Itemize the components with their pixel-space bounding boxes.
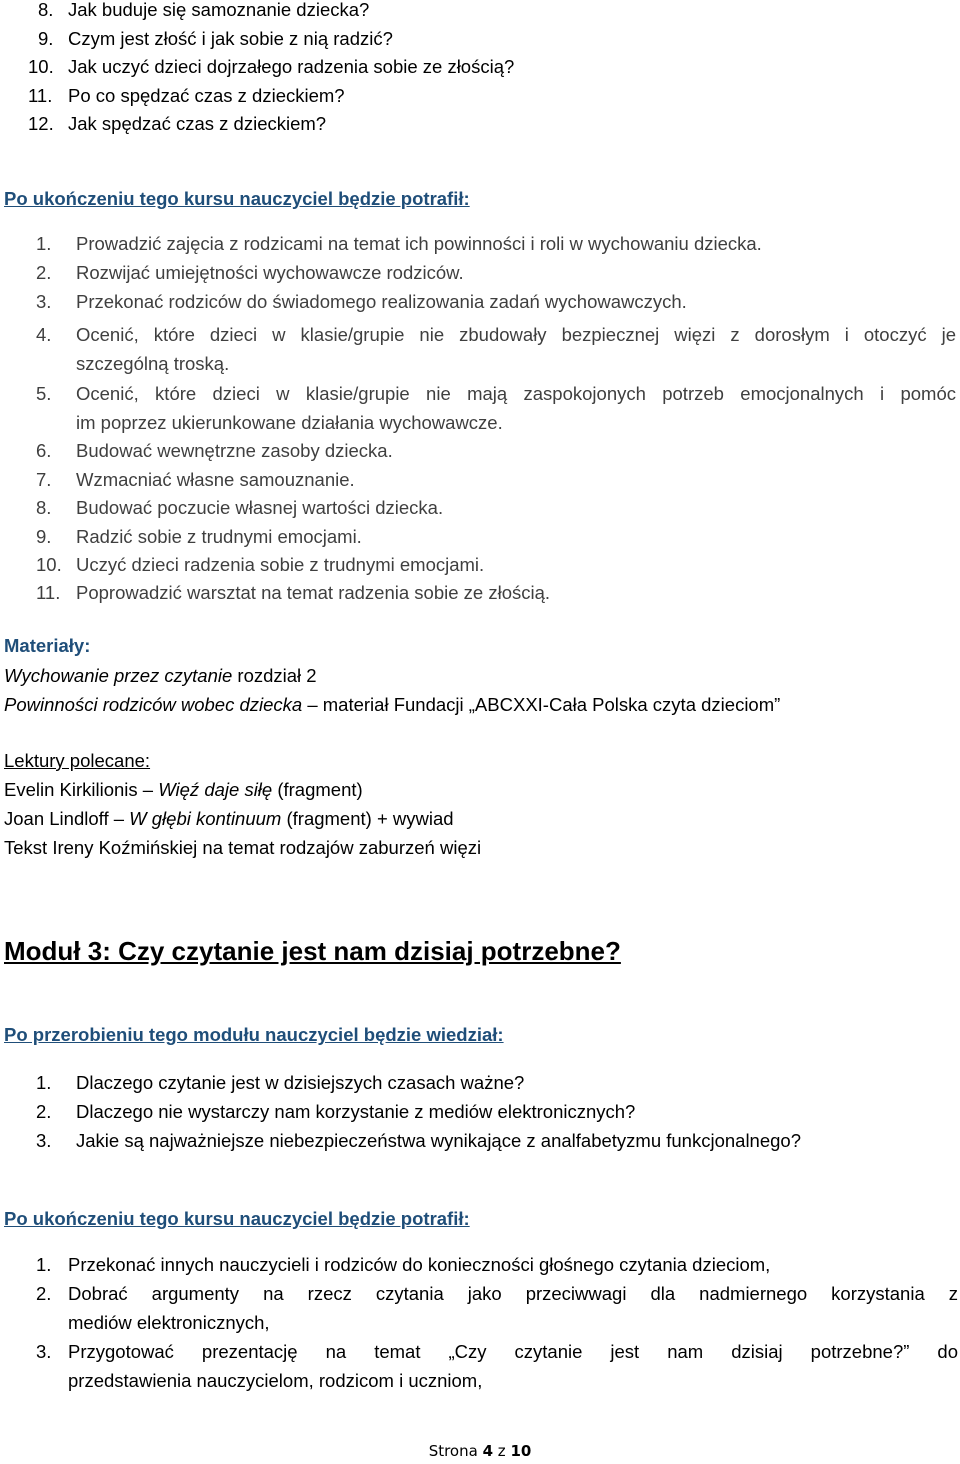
list-item-text: Dlaczego czytanie jest w dzisiejszych czasach ważne? <box>76 1072 525 1093</box>
list-item-text: Uczyć dzieci radzenia sobie z trudnymi emocjami. <box>76 554 485 575</box>
reading-heading: Lektury polecane: <box>4 750 151 771</box>
list-item: 5. <box>36 383 52 404</box>
reading-item: Evelin Kirkilionis – Więź daje siłę (fragment) <box>4 779 363 800</box>
list-item-text: Ocenić, które dzieci w klasie/grupie nie mają zaspokojonych potrzeb emocjonalnych i pomóc <box>76 383 956 404</box>
list-item-text: Ocenić, które dzieci w klasie/grupie nie zbudowały bezpiecznej więzi z dorosłym i otoczyć je <box>76 324 956 345</box>
list-item: 2. <box>36 262 52 283</box>
list-item-text: Przygotować prezentację na temat „Czy czytanie jest nam dzisiaj potrzebne?” do <box>68 1341 958 1362</box>
list-item: 3. <box>36 291 52 312</box>
list-item-text-cont: szczególną troską. <box>76 353 230 374</box>
list-item: 1. <box>36 233 52 254</box>
reading-item: Joan Lindloff – W głębi kontinuum (fragment) + wywiad <box>4 808 454 829</box>
total-pages: 10 <box>510 1442 532 1460</box>
materials-item: Wychowanie przez czytanie rozdział 2 <box>4 665 317 686</box>
list-item: 8. <box>36 497 52 518</box>
list-item-text: Dlaczego nie wystarczy nam korzystanie z mediów elektronicznych? <box>76 1101 636 1122</box>
list-item-text-cont: mediów elektronicznych, <box>68 1312 270 1333</box>
list-item: 3. <box>36 1341 52 1362</box>
list-item-text: Wzmacniać własne samouznanie. <box>76 469 355 490</box>
section-heading-skills: Po ukończeniu tego kursu nauczyciel będzie potrafił: <box>4 188 470 209</box>
list-item: 9. <box>36 526 52 547</box>
list-item: 4. <box>36 324 52 345</box>
list-item: 1. <box>36 1072 52 1093</box>
list-item-text-cont: przedstawienia nauczycielom, rodzicom i uczniom, <box>68 1370 483 1391</box>
list-item-text: Prowadzić zajęcia z rodzicami na temat ich powinności i roli w wychowaniu dziecka. <box>76 233 762 254</box>
list-item: 6. <box>36 440 52 461</box>
list-item: 3. <box>36 1130 52 1151</box>
list-item-text: Budować poczucie własnej wartości dziecka. <box>76 497 444 518</box>
list-item: 2. <box>36 1283 52 1304</box>
materials-item: Powinności rodziców wobec dziecka – materiał Fundacji „ABCXXI-Cała Polska czyta dzieciom” <box>4 694 781 715</box>
reading-item: Tekst Ireny Koźmińskiej na temat rodzajów zaburzeń więzi <box>4 837 482 858</box>
list-item-text: Budować wewnętrzne zasoby dziecka. <box>76 440 393 461</box>
section-heading-skills-2: Po ukończeniu tego kursu nauczyciel będzie potrafił: <box>4 1208 470 1229</box>
list-item: 10. <box>36 554 62 575</box>
list-item-text: Radzić sobie z trudnymi emocjami. <box>76 526 362 547</box>
list-item-text: Jakie są najważniejsze niebezpieczeństwa wynikające z analfabetyzmu funkcjonalnego? <box>76 1130 802 1151</box>
list-item-text: Przekonać rodziców do świadomego realizowania zadań wychowawczych. <box>76 291 687 312</box>
list-item: 1. <box>36 1254 52 1275</box>
list-item-text: Przekonać innych nauczycieli i rodziców do konieczności głośnego czytania dzieciom, <box>68 1254 771 1275</box>
list-item: 7. <box>36 469 52 490</box>
list-item-text-cont: im poprzez ukierunkowane działania wychowawcze. <box>76 412 503 433</box>
list-item-text: Dobrać argumenty na rzecz czytania jako przeciwwagi dla nadmiernego korzystania z <box>68 1283 958 1304</box>
list-item: 11. <box>36 582 61 603</box>
module-title: Moduł 3: Czy czytanie jest nam dzisiaj potrzebne? <box>4 936 621 966</box>
page-footer: Strona 4 z 10 <box>428 1442 532 1460</box>
list-item: 2. <box>36 1101 52 1122</box>
list-item-text: Rozwijać umiejętności wychowawcze rodziców. <box>76 262 464 283</box>
section-heading-knowledge: Po przerobieniu tego modułu nauczyciel będzie wiedział: <box>4 1024 504 1045</box>
materials-heading: Materiały: <box>4 635 91 656</box>
current-page-number: 4 <box>482 1442 494 1460</box>
list-item-text: Poprowadzić warsztat na temat radzenia sobie ze złością. <box>76 582 551 603</box>
